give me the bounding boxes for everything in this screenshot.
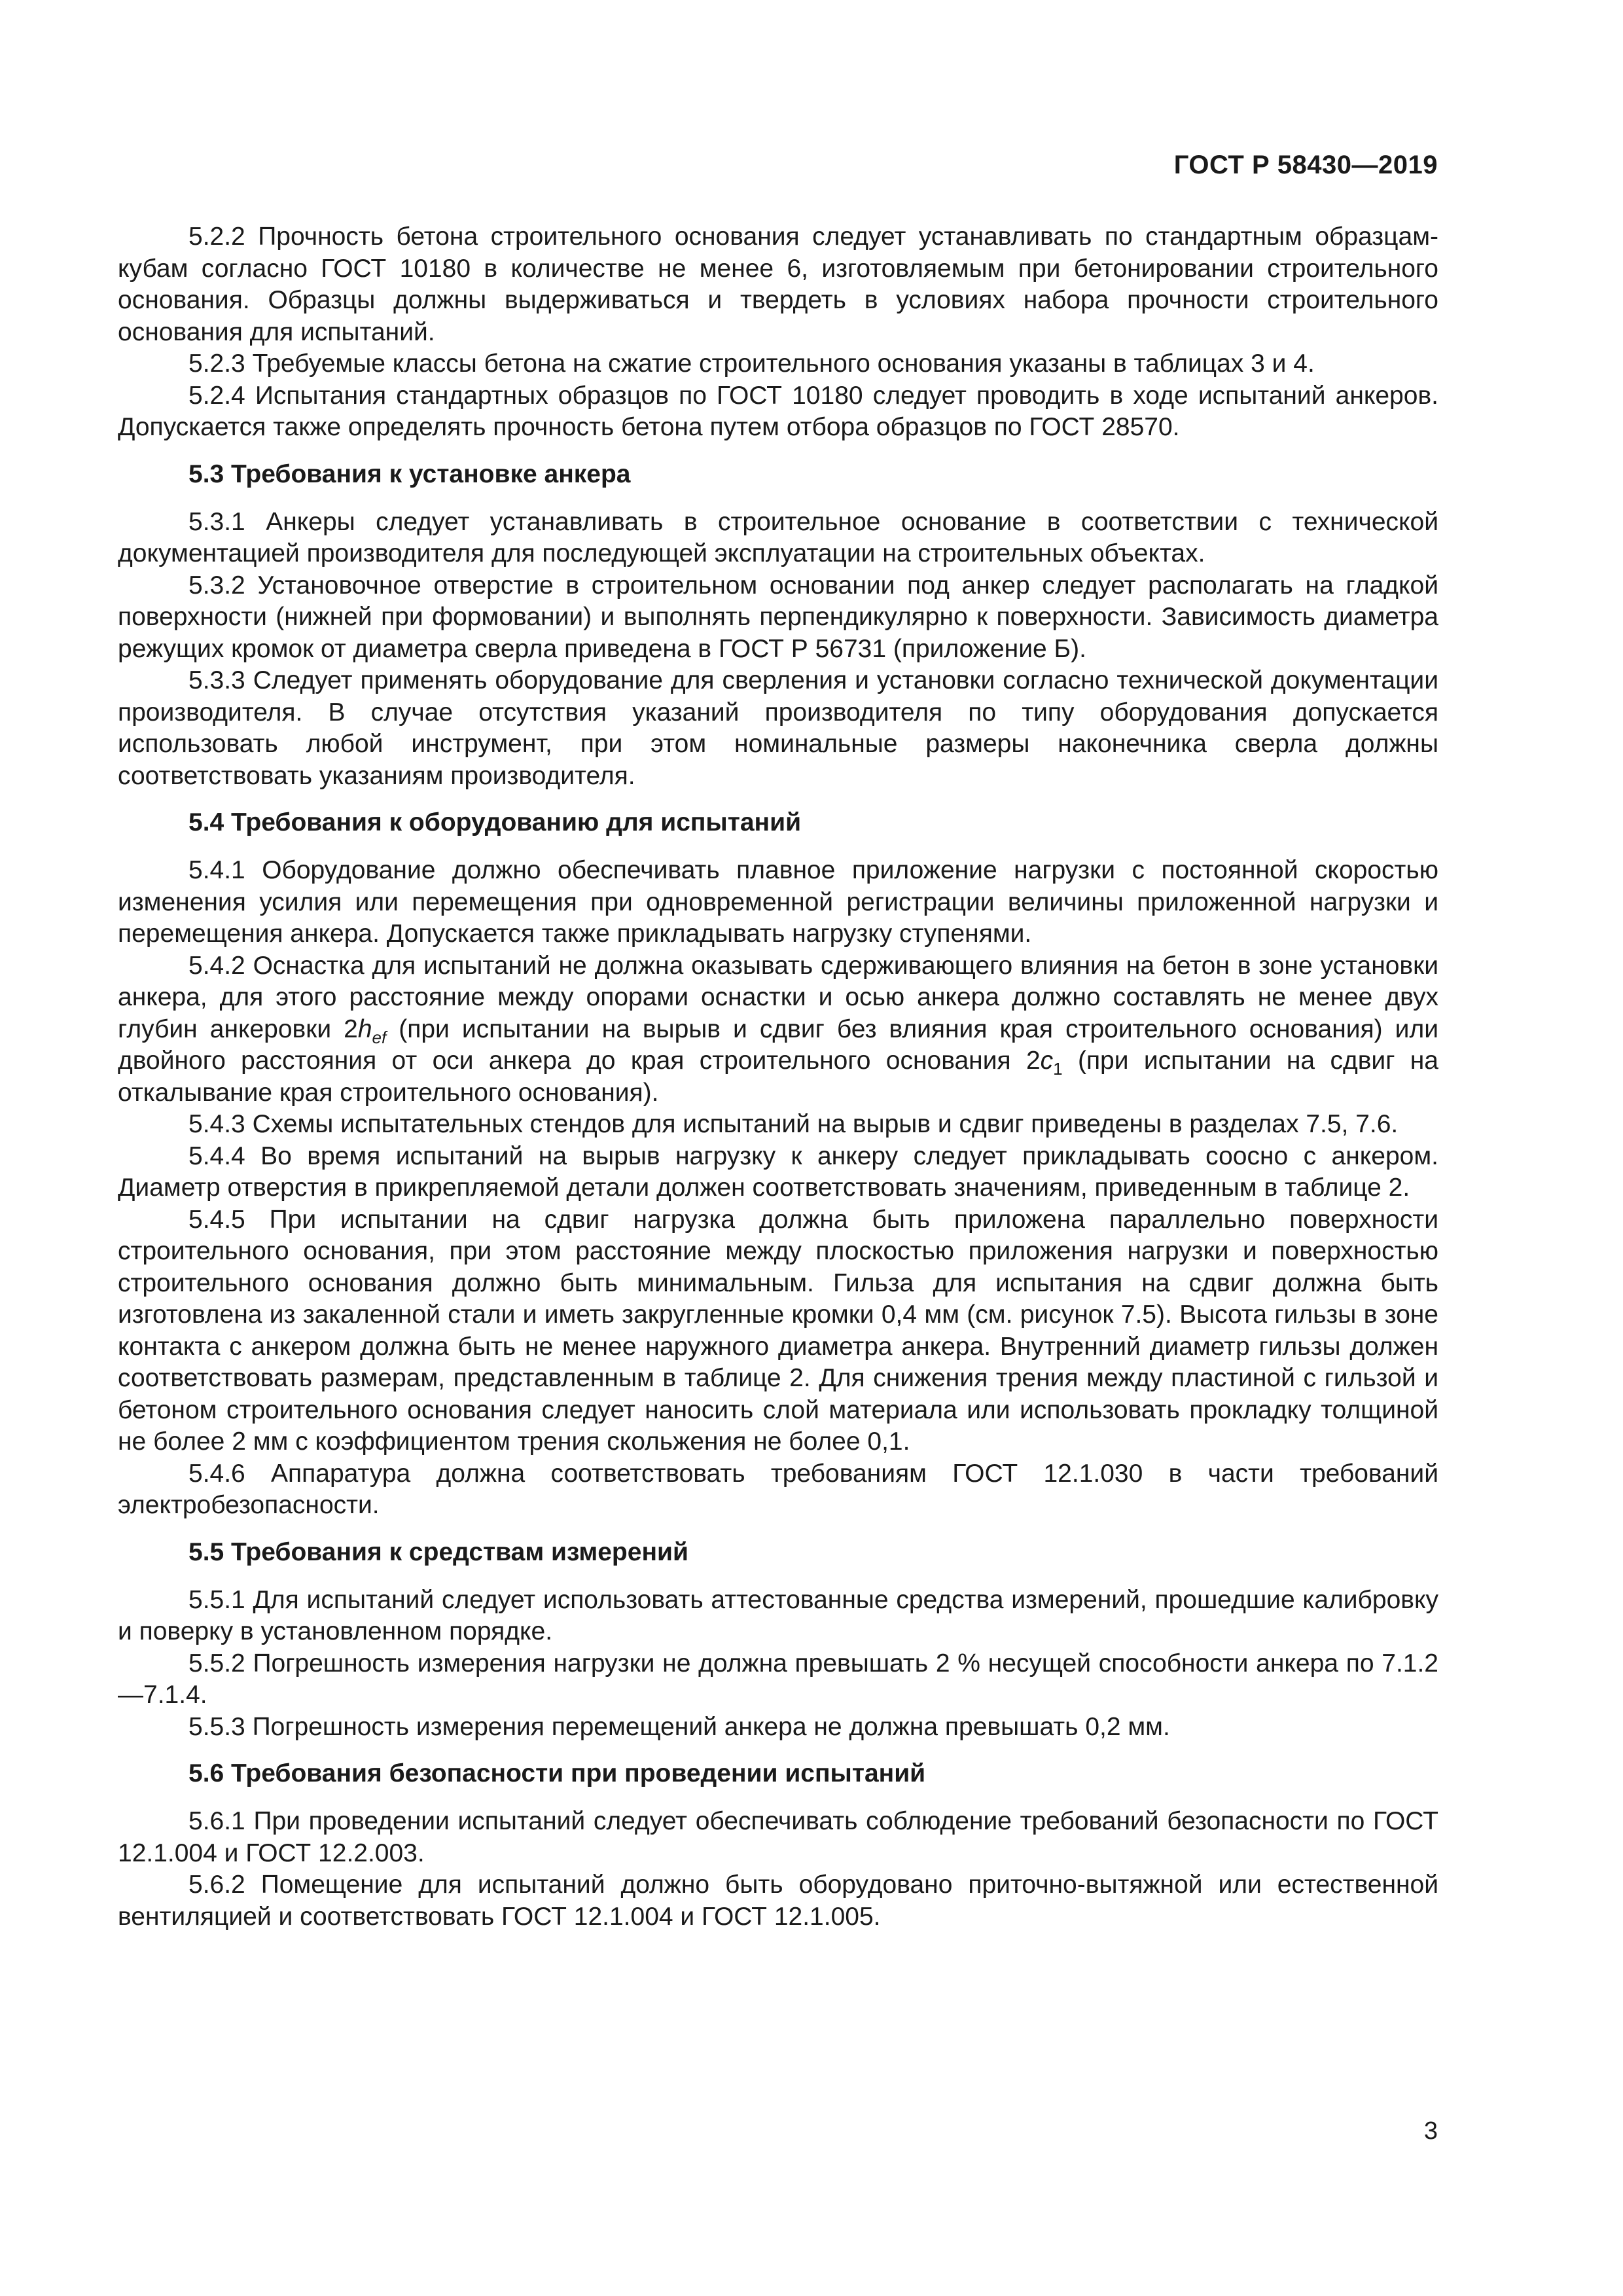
paragraph-5-4-5: 5.4.5 При испытании на сдвиг нагрузка должна быть приложена параллельно поверхности строительного основания, при этом расстояние между плоскостью приложения нагрузки и поверхностью строительного основания должно быть минимальным. Гильза для испытания на сдвиг должна быть изготовлена из закаленной стали и иметь закругленные кромки 0,4 мм (см. рисунок 7.5). Высота гильзы в зоне контакта с анкером должна быть не менее наружного диаметра анкера. Внутренний диаметр гильзы должен соответствовать размерам, представленным в таблице 2. Для снижения трения между пластиной с гильзой и бетоном строительного основания следует наносить слой материала или использовать прокладку толщиной не более 2 мм с коэффициентом трения скольжения не более 0,1. (118, 1205, 1438, 1456)
paragraph-5-2-3: 5.2.3 Требуемые классы бетона на сжатие строительного основания указаны в таблицах 3 и 4. (188, 350, 1315, 378)
paragraph-5-4-2-part-b: (при испытании на вырыв и сдвиг без влияния края строительного основания) или двойного расстояния от оси анкера до края строительного основания 2 (118, 1014, 1438, 1075)
paragraph-5-4-6: 5.4.6 Аппаратура должна соответствовать требованиям ГОСТ 12.1.030 в части требований электробезопасности. (118, 1459, 1438, 1519)
formula-1-subscript: 1 (1053, 1058, 1063, 1079)
paragraph-5-4-3: 5.4.3 Схемы испытательных стендов для испытаний на вырыв и сдвиг приведены в разделах 7.5, 7.6. (188, 1110, 1399, 1138)
paragraph-5-4-2-part-c: (при испытании на сдвиг на откалывание края строительного основания). (118, 1047, 1438, 1107)
paragraph-5-3-3: 5.3.3 Следует применять оборудование для сверления и установки согласно технической документации производителя. В случае отсутствия указаний производителя по типу оборудования допускается использовать любой инструмент, при этом номинальные размеры наконечника сверла должны соответствовать указаниям производителя. (118, 666, 1438, 790)
paragraph-5-4-4: 5.4.4 Во время испытаний на вырыв нагрузку к анкеру следует прикладывать соосно с анкером. Диаметр отверстия в прикрепляемой детали должен соответствовать значениям, приведенным в таблице 2. (118, 1141, 1438, 1202)
paragraph-5-6-1: 5.6.1 При проведении испытаний следует обеспечивать соблюдение требований безопасности по ГОСТ 12.1.004 и ГОСТ 12.2.003. (118, 1807, 1438, 1867)
paragraph-5-2-2: 5.2.2 Прочность бетона строительного основания следует устанавливать по стандартным образцам-кубам согласно ГОСТ 10180 в количестве не менее 6, изготовляемым при бетонировании строительного основания. Образцы должны выдерживаться и твердеть в условиях набора прочности строительного основания для испытаний. (118, 223, 1438, 346)
section-heading-5-5: 5.5 Требования к средствам измерений (188, 1537, 688, 1566)
paragraph-5-4-2 (118, 950, 1438, 1109)
section-heading-5-6: 5.6 Требования безопасности при проведении испытаний (188, 1759, 926, 1787)
section-heading-5-4: 5.4 Требования к оборудованию для испытаний (188, 808, 802, 836)
paragraph-5-2-4: 5.2.4 Испытания стандартных образцов по ГОСТ 10180 следует проводить в ходе испытаний анкеров. Допускается также определять прочность бетона путем отбора образцов по ГОСТ 28570. (118, 381, 1438, 441)
paragraph-5-5-2: 5.5.2 Погрешность измерения нагрузки не должна превышать 2 % несущей способности анкера по 7.1.2—7.1.4. (118, 1649, 1438, 1709)
formula-h-symbol: h (357, 1014, 372, 1043)
paragraph-5-6-2: 5.6.2 Помещение для испытаний должно быть оборудовано приточно-вытяжной или естественной вентиляцией и соответствовать ГОСТ 12.1.004 и ГОСТ 12.1.005. (118, 1871, 1438, 1931)
paragraph-5-4-2-part-a: 5.4.2 Оснастка для испытаний не должна оказывать сдерживающего влияния на бетон в зоне установки анкера, для этого расстояние между опорами оснастки и осью анкера должно составлять не менее двух глубин анкеровки 2 (118, 951, 1438, 1043)
paragraph-5-4-1: 5.4.1 Оборудование должно обеспечивать плавное приложение нагрузки с постоянной скоростью изменения усилия или перемещения при одновременной регистрации величины приложенной нагрузки и перемещения анкера. Допускается также прикладывать нагрузку ступенями. (118, 856, 1438, 948)
section-heading-5-3: 5.3 Требования к установке анкера (188, 459, 631, 488)
document-body (118, 221, 1438, 1933)
paragraph-5-3-1: 5.3.1 Анкеры следует устанавливать в строительное основание в соответствии с технической документацией производителя для последующей эксплуатации на строительных объектах. (118, 507, 1438, 567)
formula-ef-subscript: ef (372, 1027, 387, 1047)
paragraph-5-5-1: 5.5.1 Для испытаний следует использовать аттестованные средства измерений, прошедшие калибровку и поверку в установленном порядке. (118, 1585, 1438, 1645)
paragraph-5-5-3: 5.5.3 Погрешность измерения перемещений анкера не должна превышать 0,2 мм. (188, 1712, 1170, 1741)
paragraph-5-3-2: 5.3.2 Установочное отверстие в строительном основании под анкер следует располагать на гладкой поверхности (нижней при формовании) и выполнять перпендикулярно к поверхности. Зависимость диаметра режущих кромок от диаметра сверла приведена в ГОСТ Р 56731 (приложение Б). (118, 571, 1438, 663)
formula-c-symbol: c (1040, 1047, 1054, 1075)
page-number: 3 (1423, 2117, 1438, 2145)
document-id-header: ГОСТ Р 58430—2019 (1173, 151, 1438, 179)
